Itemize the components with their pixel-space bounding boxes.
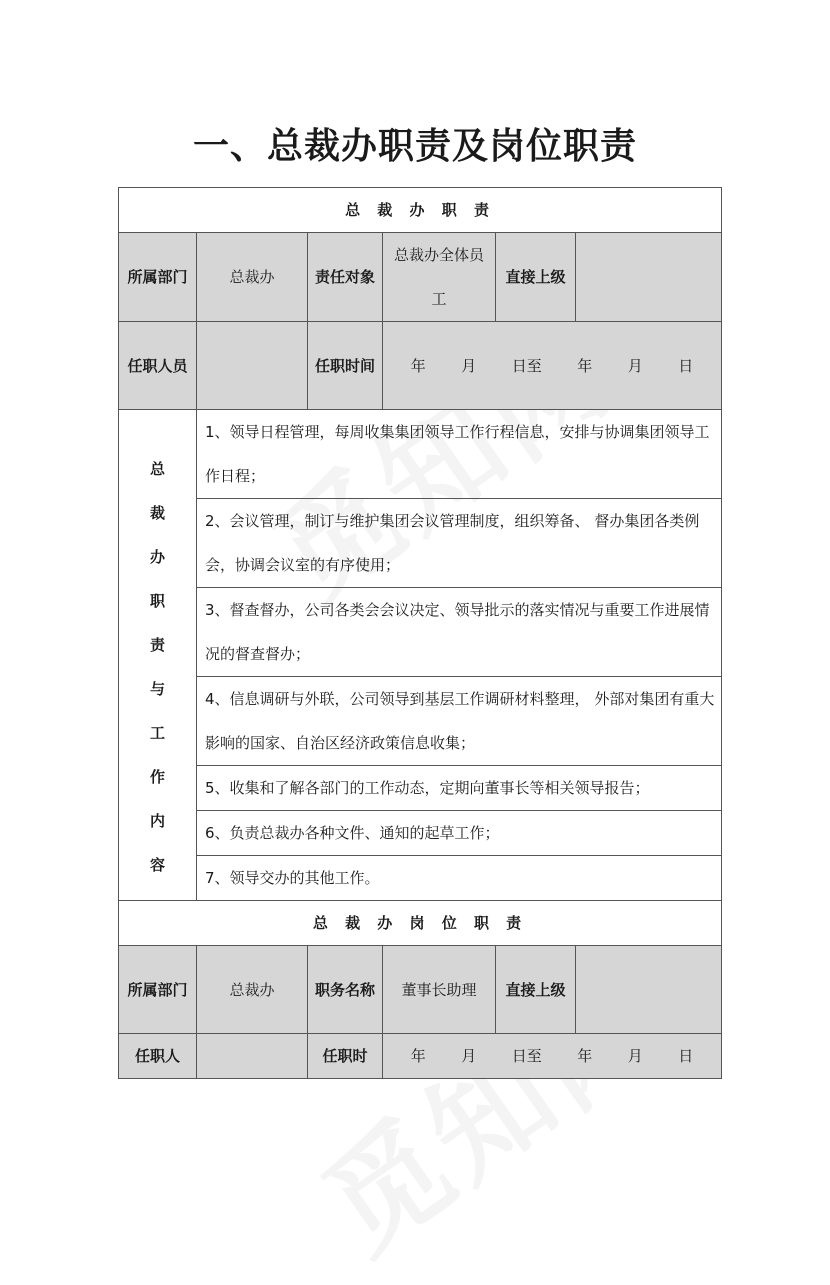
time-value xyxy=(383,322,722,410)
section2-dept-row xyxy=(119,946,722,1034)
date-part: 年 xyxy=(410,356,426,375)
date-part: 年 xyxy=(577,1047,593,1065)
duty-row xyxy=(119,856,722,901)
date-part: 日 xyxy=(678,1047,694,1065)
section2-header-row xyxy=(119,901,722,946)
duty-row xyxy=(119,766,722,811)
person-value xyxy=(197,322,308,410)
duty-item: 3、督查督办，公司各类会会议决定、领导批示的落实情况与重要工作进展情况的督查督办； xyxy=(197,588,722,677)
date-part: 日至 xyxy=(511,1047,542,1065)
superior-label: 直接上级 xyxy=(496,946,576,1034)
time-label: 任职时间 xyxy=(308,322,383,410)
section1-dept-row xyxy=(119,233,722,322)
section1-header-row xyxy=(119,188,722,233)
date-part: 年 xyxy=(577,356,593,375)
superior-value xyxy=(576,233,722,322)
position-value: 董事长助理 xyxy=(383,946,496,1034)
duties-label-char: 裁 xyxy=(149,504,165,522)
person-label: 任职人 xyxy=(119,1034,197,1079)
duty-item: 2、会议管理，制订与维护集团会议管理制度，组织筹备、 督办集团各类例会，协调会议室的有序使用； xyxy=(197,499,722,588)
dept-label: 所属部门 xyxy=(119,946,197,1034)
duty-item: 4、信息调研与外联，公司领导到基层工作调研材料整理， 外部对集团有重大影响的国家、自治区经济政策信息收集； xyxy=(197,677,722,766)
duty-item: 6、负责总裁办各种文件、通知的起草工作； xyxy=(197,811,722,856)
section1-header: 总 裁 办 职 责 xyxy=(119,188,722,233)
date-part: 日 xyxy=(678,356,694,375)
date-part: 日至 xyxy=(511,356,542,375)
duties-label-char: 内 xyxy=(149,812,165,830)
responsibility-table xyxy=(118,187,722,1079)
superior-label: 直接上级 xyxy=(496,233,576,322)
time-value xyxy=(383,1034,722,1079)
duties-label-char: 办 xyxy=(149,548,165,566)
time-label: 任职时 xyxy=(308,1034,383,1079)
duties-label-char: 责 xyxy=(149,636,165,654)
duties-label-char: 容 xyxy=(149,856,165,874)
duty-row xyxy=(119,499,722,588)
duty-item: 7、领导交办的其他工作。 xyxy=(197,856,722,901)
person-label: 任职人员 xyxy=(119,322,197,410)
date-range xyxy=(389,344,715,388)
person-value xyxy=(197,1034,308,1079)
dept-value: 总裁办 xyxy=(197,233,308,322)
duty-row xyxy=(119,811,722,856)
duties-label-char: 职 xyxy=(149,592,165,610)
page-title: 一、总裁办职责及岗位职责 xyxy=(192,126,637,167)
date-part: 年 xyxy=(410,1047,426,1065)
date-part: 月 xyxy=(627,1047,643,1065)
duties-label-char: 总 xyxy=(149,460,165,478)
duties-label-char: 与 xyxy=(149,680,165,698)
section1-person-row xyxy=(119,322,722,410)
duties-label-char: 作 xyxy=(149,768,165,786)
duty-item: 5、收集和了解各部门的工作动态，定期向董事长等相关领导报告； xyxy=(197,766,722,811)
duty-item: 1、领导日程管理，每周收集集团领导工作行程信息，安排与协调集团领导工作日程； xyxy=(197,410,722,499)
duties-label-char: 工 xyxy=(149,724,165,742)
date-range xyxy=(389,1034,715,1078)
position-label: 职务名称 xyxy=(308,946,383,1034)
dept-label: 所属部门 xyxy=(119,233,197,322)
duty-row xyxy=(119,588,722,677)
section2-header: 总 裁 办 岗 位 职 责 xyxy=(119,901,722,946)
duties-label xyxy=(119,410,197,901)
date-part: 月 xyxy=(461,356,477,375)
date-part: 月 xyxy=(627,356,643,375)
section2-person-row xyxy=(119,1034,722,1079)
target-label: 责任对象 xyxy=(308,233,383,322)
duty-row xyxy=(119,677,722,766)
dept-value: 总裁办 xyxy=(197,946,308,1034)
duty-row xyxy=(119,410,722,499)
target-value: 总裁办全体员工 xyxy=(383,233,496,322)
superior-value xyxy=(576,946,722,1034)
date-part: 月 xyxy=(461,1047,477,1065)
